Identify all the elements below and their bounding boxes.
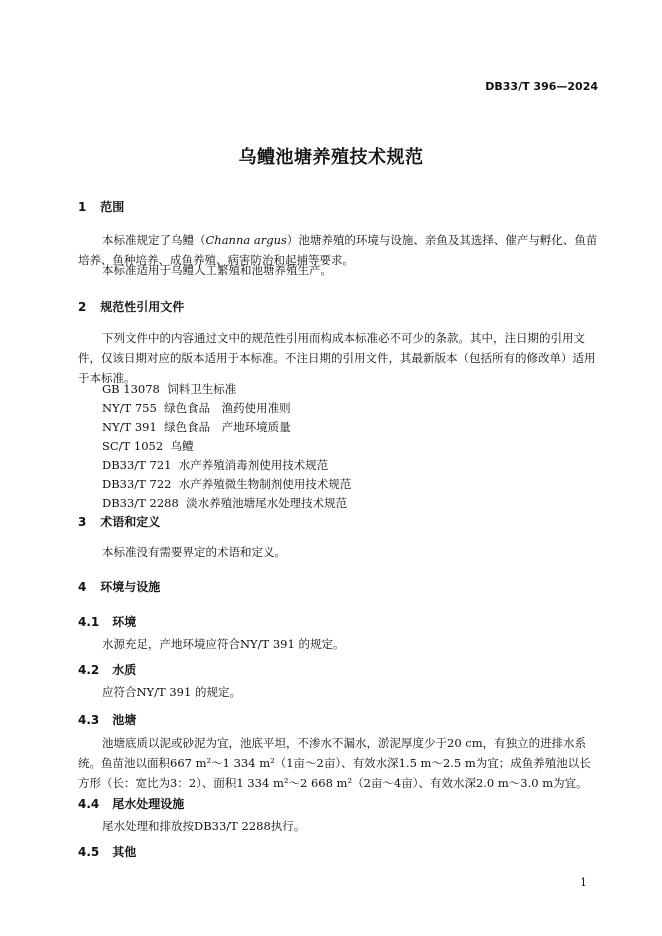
document-title: 乌鳢池塘养殖技术规范 [238, 147, 424, 168]
reference-code: DB33/T 721 [102, 458, 172, 472]
reference-item [102, 381, 236, 397]
section-number: 2 [78, 300, 87, 314]
section-number: 1 [78, 200, 87, 214]
section-title: 术语和定义 [100, 515, 161, 529]
reference-name: 绿色食品 产地环境质量 [164, 420, 291, 434]
reference-item [102, 495, 347, 511]
para-text: 本标准没有需要界定的术语和定义。 [102, 545, 286, 559]
subsection-4-4-heading [78, 795, 184, 812]
subsection-number: 4.2 [78, 663, 100, 677]
reference-name: 饲料卫生标准 [167, 382, 237, 396]
section-2-heading [78, 298, 184, 315]
reference-name: 乌鳢 [170, 439, 194, 453]
para-text: ）池塘养殖的环境与设施、亲鱼及其选择、催产与孵化、鱼苗培养、鱼种培养、成鱼养殖、病害防治和起捕等要求。 [78, 233, 598, 267]
reference-name: 水产养殖消毒剂使用技术规范 [178, 458, 329, 472]
reference-code: DB33/T 2288 [102, 496, 179, 510]
reference-name: 淡水养殖池塘尾水处理技术规范 [186, 496, 348, 510]
subsection-4-2-heading [78, 661, 136, 678]
page-number: 1 [580, 876, 587, 889]
section-1-paragraph-2 [78, 260, 600, 280]
standard-number: DB33/T 396—2024 [485, 80, 598, 93]
section-title: 规范性引用文件 [100, 300, 185, 314]
species-latin-name: Channa argus [205, 233, 287, 247]
reference-code: DB33/T 722 [102, 477, 172, 491]
subsection-4-1-paragraph [78, 634, 600, 654]
reference-item [102, 400, 291, 416]
reference-name: 绿色食品 渔药使用准则 [164, 401, 291, 415]
subsection-title: 环境 [112, 615, 137, 629]
para-text: 下列文件中的内容通过文中的规范性引用而构成本标准必不可少的条款。其中，注日期的引用文件，仅该日期对应的版本适用于本标准。不注日期的引用文件，其最新版本（包括所有的修改单）适用于本标准。 [78, 331, 596, 385]
reference-name: 水产养殖微生物制剂使用技术规范 [178, 477, 352, 491]
subsection-number: 4.3 [78, 713, 100, 727]
reference-item [102, 438, 193, 454]
para-text: 尾水处理和排放按DB33/T 2288执行。 [102, 819, 306, 833]
section-number: 4 [78, 580, 87, 594]
section-number: 3 [78, 515, 87, 529]
subsection-4-4-paragraph [78, 816, 600, 836]
subsection-title: 水质 [112, 663, 137, 677]
section-3-heading [78, 513, 160, 530]
section-2-paragraph [78, 328, 600, 388]
reference-item [102, 419, 291, 435]
reference-item [102, 476, 351, 492]
section-4-heading [78, 578, 160, 595]
subsection-4-5-heading [78, 843, 136, 860]
para-text: 本标准规定了乌鳢（ [102, 233, 206, 247]
subsection-number: 4.4 [78, 797, 100, 811]
para-text: 池塘底质以泥或砂泥为宜，池底平坦，不渗水不漏水，淤泥厚度少于20 cm，有独立的进排水系统。鱼苗池以面积667 m²～1 334 m²（1亩～2亩）、有效水深1.5 m～2.5 m为宜；成鱼养殖池以长方形（长：宽比为3：2）、面积1 334 m²～2 668 m²（2亩～4亩）、有效水深2.0 m～3.0 m为宜。 [78, 736, 591, 790]
section-1-heading [78, 198, 124, 215]
reference-code: GB 13078 [102, 382, 160, 396]
subsection-number: 4.5 [78, 845, 100, 859]
para-text: 水源充足，产地环境应符合NY/T 391 的规定。 [102, 637, 345, 651]
section-3-paragraph [78, 542, 600, 562]
section-title: 环境与设施 [100, 580, 161, 594]
subsection-4-2-paragraph [78, 682, 600, 702]
subsection-number: 4.1 [78, 615, 100, 629]
subsection-title: 尾水处理设施 [112, 797, 185, 811]
reference-item [102, 457, 328, 473]
subsection-4-1-heading [78, 613, 136, 630]
reference-code: SC/T 1052 [102, 439, 164, 453]
subsection-title: 池塘 [112, 713, 137, 727]
subsection-4-3-heading [78, 711, 136, 728]
subsection-title: 其他 [112, 845, 137, 859]
subsection-4-3-paragraph [78, 733, 600, 793]
reference-code: NY/T 755 [102, 401, 157, 415]
reference-code: NY/T 391 [102, 420, 157, 434]
section-title: 范围 [100, 200, 125, 214]
para-text: 应符合NY/T 391 的规定。 [102, 685, 241, 699]
para-text: 本标准适用于乌鳢人工繁殖和池塘养殖生产。 [102, 263, 332, 277]
